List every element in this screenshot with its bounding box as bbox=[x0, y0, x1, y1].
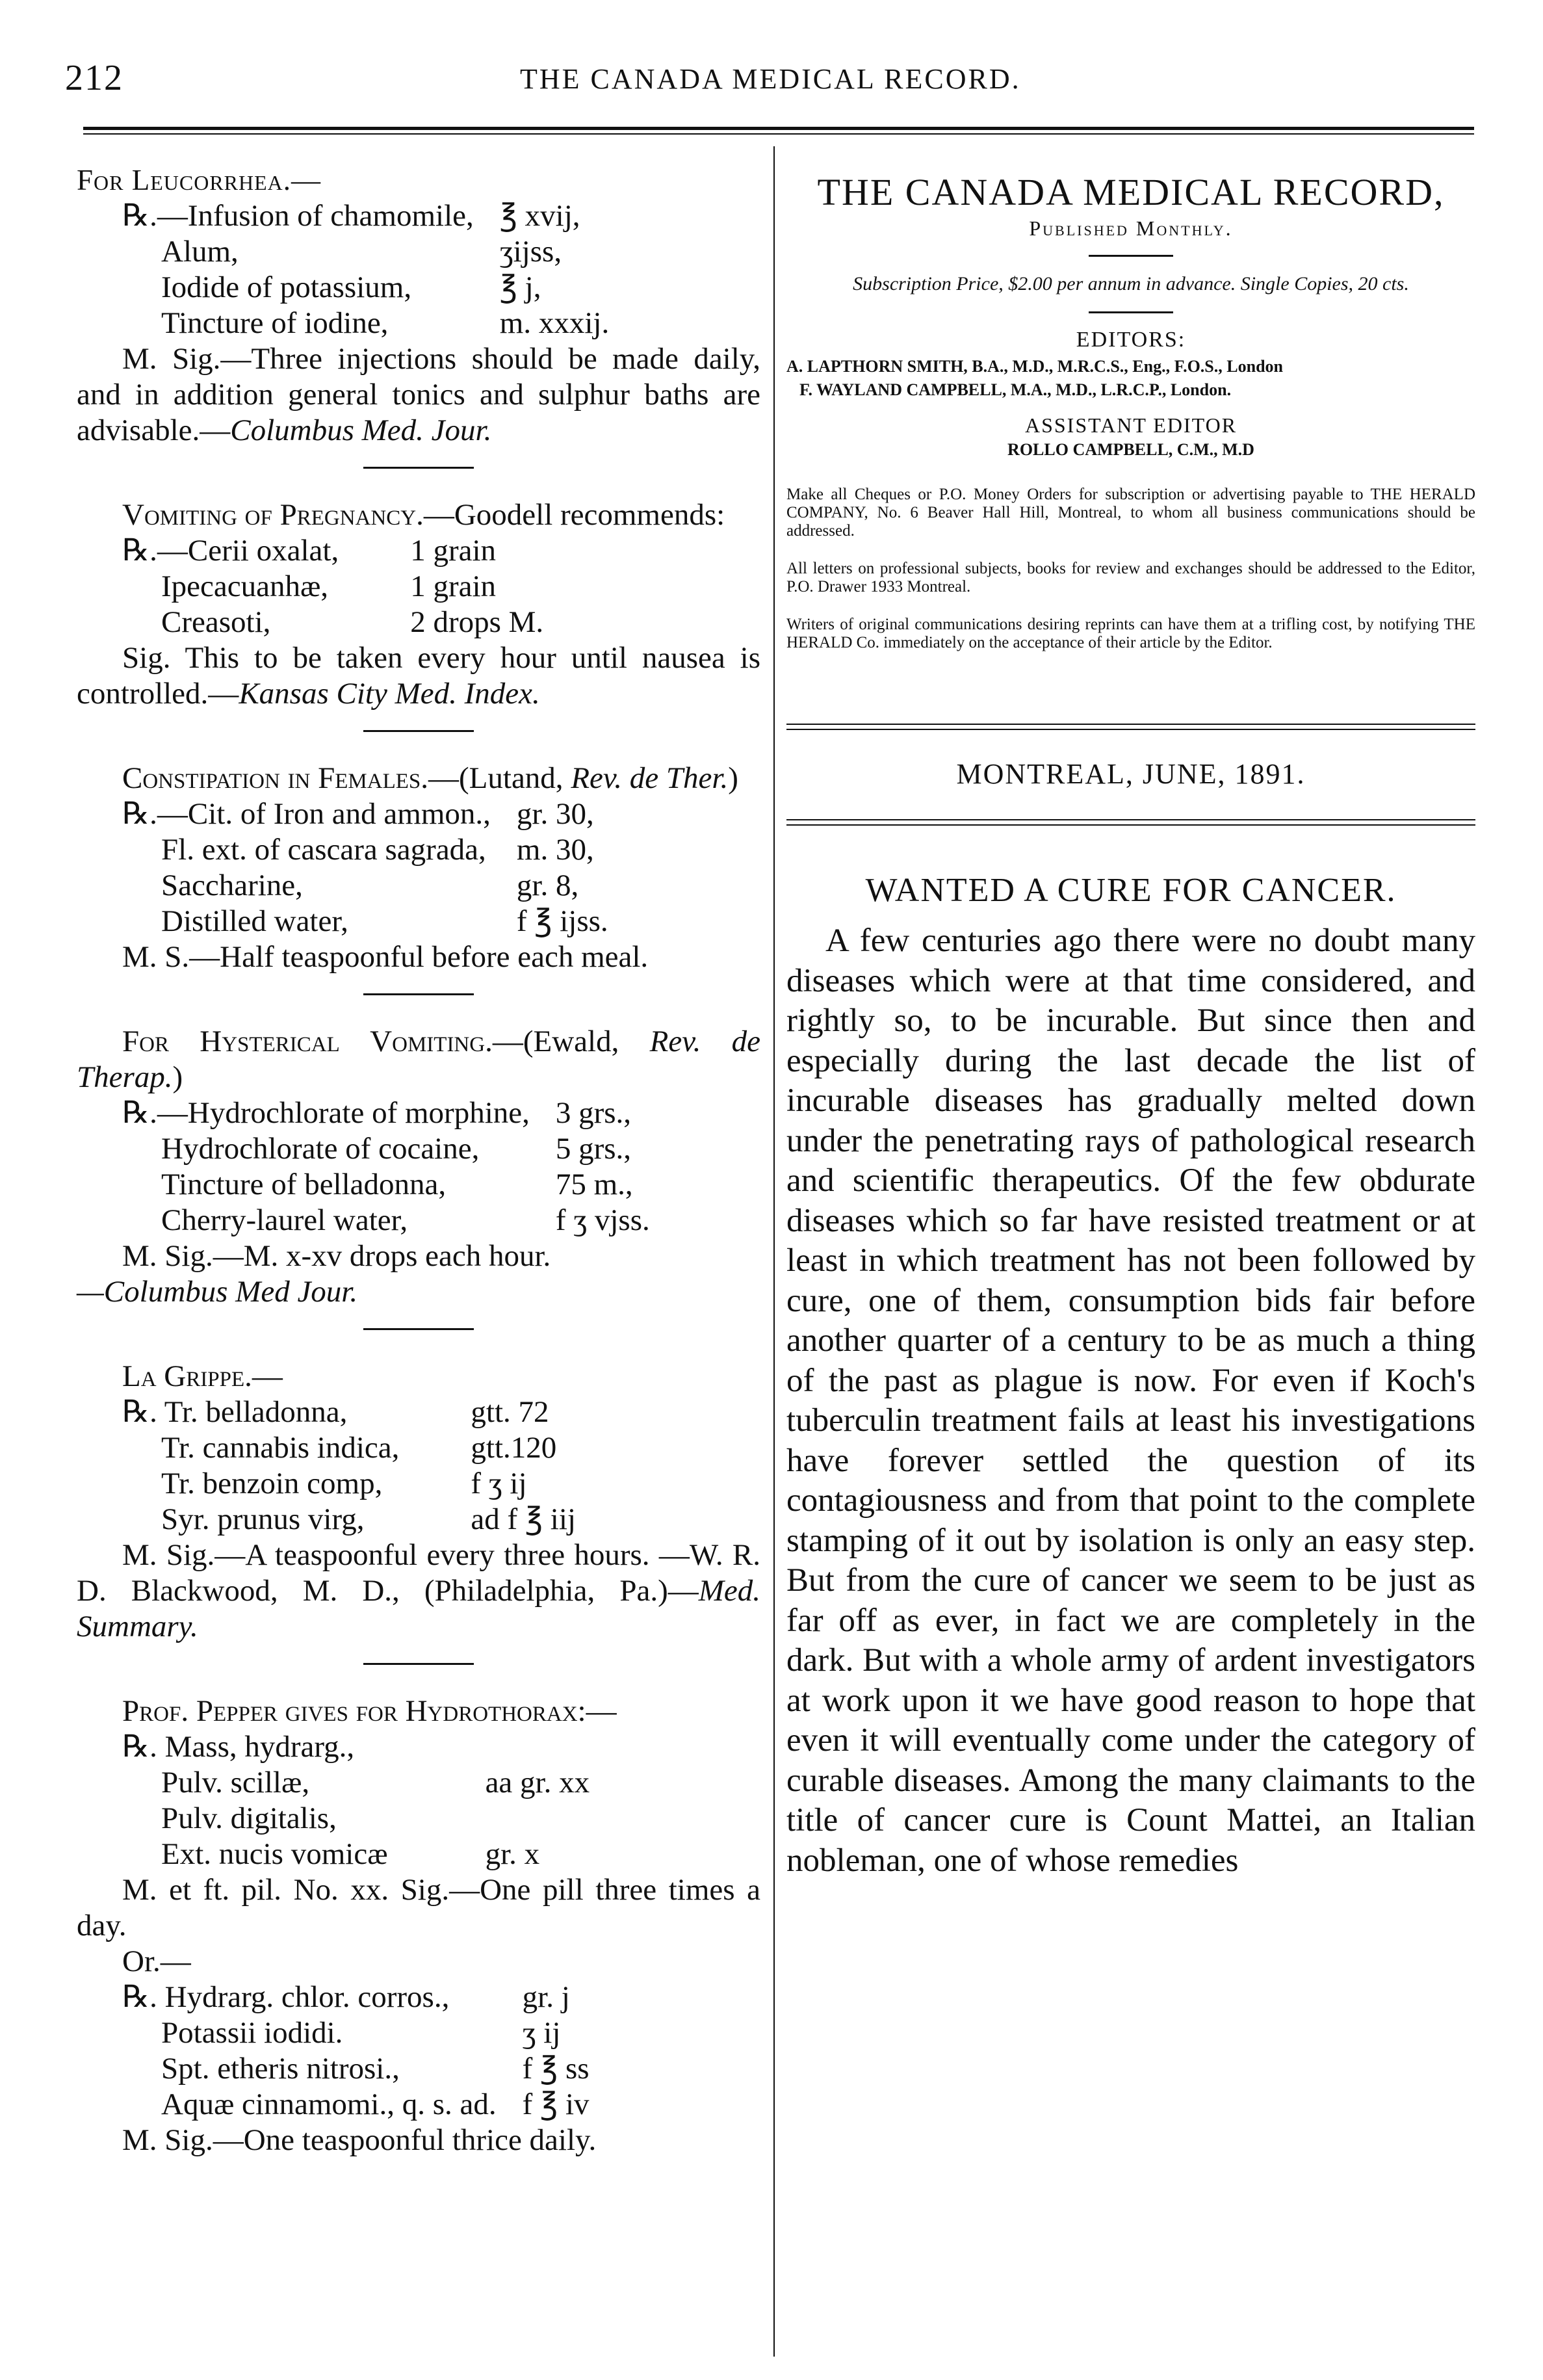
section-separator bbox=[363, 993, 474, 995]
ingredient: ℞.—Hydrochlorate of morphine, bbox=[122, 1096, 530, 1130]
section-title: Constipation in Females. bbox=[122, 761, 429, 795]
dose: f ℥ ss bbox=[522, 2052, 590, 2086]
header-rule-thin bbox=[83, 133, 1474, 135]
dose: f ℥ ijss. bbox=[516, 904, 608, 938]
section-heading bbox=[77, 1693, 760, 1729]
letters-notice: All letters on professional subjects, books for review and exchanges should be addressed to the Editor, P.O. Drawer 1933 Montreal. bbox=[786, 560, 1475, 595]
section-title: Vomiting of Pregnancy. bbox=[122, 498, 424, 532]
dose: gtt.120 bbox=[471, 1431, 557, 1465]
dose: gr. 8, bbox=[516, 869, 579, 902]
dateline: MONTREAL, JUNE, 1891. bbox=[956, 758, 1306, 790]
prescription-row bbox=[122, 1203, 650, 1238]
prescription-row bbox=[122, 1729, 590, 1765]
directions: M. S.—Half teaspoonful before each meal. bbox=[122, 940, 649, 974]
prescription-row bbox=[122, 1466, 576, 1502]
ingredient: Alum, bbox=[161, 235, 239, 268]
dose: m. xxxij. bbox=[499, 306, 610, 340]
ingredient: ℞. Hydrarg. chlor. corros., bbox=[122, 1980, 450, 2014]
reference-journal: Rev. de Ther. bbox=[571, 761, 729, 795]
reference: —(Ewald, bbox=[492, 1025, 650, 1058]
dose: ℥ xvij, bbox=[499, 199, 580, 233]
dose bbox=[388, 1801, 590, 1837]
dose: ad f ℥ iij bbox=[471, 1502, 576, 1536]
section-title: Prof. Pepper gives for Hydrothorax:— bbox=[122, 1694, 617, 1728]
ingredient: Fl. ext. of cascara sagrada, bbox=[161, 833, 486, 867]
source-citation-text: —Columbus Med Jour. bbox=[77, 1275, 358, 1309]
left-column bbox=[77, 163, 760, 2158]
prescription-row bbox=[122, 1502, 576, 1537]
prescription-row bbox=[122, 1430, 576, 1466]
prescription-row bbox=[122, 533, 543, 569]
reference-journal: Rev. de Therap. bbox=[77, 1025, 760, 1094]
ingredient: Spt. etheris nitrosi., bbox=[161, 2052, 400, 2086]
dose: ℥ j, bbox=[499, 270, 541, 304]
ingredient: ℞.—Cerii oxalat, bbox=[122, 534, 339, 568]
ingredient: Ext. nucis vomicæ bbox=[161, 1837, 388, 1871]
ingredient: Hydrochlorate of cocaine, bbox=[161, 1132, 480, 1166]
dose: ʒijss, bbox=[499, 235, 562, 268]
prescription-row bbox=[122, 2051, 590, 2087]
directions-alt: M. Sig.—One teaspoonful thrice daily. bbox=[122, 2123, 597, 2157]
source-citation: Kansas City Med. Index. bbox=[239, 677, 540, 711]
prescription-table bbox=[122, 1394, 576, 1537]
section-separator bbox=[363, 1328, 474, 1330]
ingredient: ℞. Tr. belladonna, bbox=[122, 1395, 348, 1429]
ingredient: Saccharine, bbox=[161, 869, 303, 902]
reprints-notice: Writers of original communications desiring reprints can have them at a trifling cost, by notifying THE HERALD Co. immediately on the acceptance of their article by the Editor. bbox=[786, 616, 1475, 651]
dateline-double-rule bbox=[786, 819, 1475, 826]
dose: f ʒ ij bbox=[471, 1467, 527, 1500]
prescription-row bbox=[122, 1837, 590, 1872]
masthead-double-rule bbox=[786, 724, 1475, 730]
reference-end: ) bbox=[728, 761, 738, 795]
prescription-row bbox=[122, 1980, 590, 2015]
prescription-row bbox=[122, 605, 543, 640]
prescription-row bbox=[122, 2087, 590, 2123]
column-divider bbox=[773, 146, 775, 2357]
running-head: THE CANADA MEDICAL RECORD. bbox=[520, 63, 1021, 95]
dose: ʒ ij bbox=[522, 2016, 561, 2050]
directions-text: M. Sig.—Three injections should be made daily, and in addition general tonics and sulphur baths are advisable.— bbox=[77, 342, 760, 447]
dose: 5 grs., bbox=[555, 1132, 632, 1166]
prescription-row bbox=[122, 1801, 590, 1837]
section-title: For Leucorrhea.— bbox=[77, 164, 322, 196]
prescription-row bbox=[122, 306, 609, 341]
editor-name: A. LAPTHORN SMITH, B.A., M.D., M.R.C.S., Eng., F.O.S., London bbox=[786, 357, 1283, 376]
source-citation bbox=[77, 1274, 760, 1310]
masthead-rule bbox=[1089, 255, 1173, 257]
ingredient: Tincture of belladonna, bbox=[161, 1168, 447, 1201]
section-title: For Hysterical Vomiting. bbox=[122, 1025, 493, 1058]
ingredient: Cherry-laurel water, bbox=[161, 1203, 408, 1237]
prescription-row bbox=[122, 796, 608, 832]
directions bbox=[77, 1537, 760, 1645]
prescription-table bbox=[122, 1729, 590, 1872]
section-hydrothorax bbox=[77, 1693, 760, 2158]
directions bbox=[77, 341, 760, 449]
business-notice: Make all Cheques or P.O. Money Orders for subscription or advertising payable to THE HERALD COMPANY, No. 6 Beaver Hall Hill, Montreal, to whom all business communications should be addressed. bbox=[786, 486, 1475, 540]
section-la-grippe bbox=[77, 1359, 760, 1645]
dose: 3 grs., bbox=[555, 1096, 632, 1130]
ingredient: Ipecacuanhæ, bbox=[161, 569, 329, 603]
dose bbox=[388, 1729, 590, 1765]
ingredient: Creasoti, bbox=[161, 605, 271, 639]
dose: gr. x bbox=[485, 1837, 540, 1871]
right-column bbox=[786, 163, 1475, 1881]
reference: —(Lutand, bbox=[428, 761, 571, 795]
prescription-row bbox=[122, 234, 609, 270]
prescription-row bbox=[122, 198, 609, 234]
prescription-row bbox=[122, 868, 608, 904]
section-separator bbox=[363, 730, 474, 732]
section-title: La Grippe.— bbox=[122, 1359, 283, 1393]
ingredient: ℞. Mass, hydrarg., bbox=[122, 1730, 355, 1764]
masthead-rule bbox=[1089, 311, 1173, 313]
section-separator bbox=[363, 467, 474, 469]
dose: aa gr. xx bbox=[485, 1766, 590, 1799]
directions: M. et ft. pil. No. xx. Sig.—One pill three times a day. bbox=[77, 1873, 760, 1942]
prescription-row bbox=[122, 1167, 650, 1203]
page-number: 212 bbox=[65, 58, 123, 98]
ingredient: Syr. prunus virg, bbox=[161, 1502, 365, 1536]
directions-text: Sig. This to be taken every hour until nausea is controlled.— bbox=[77, 641, 760, 711]
assistant-editor-heading: ASSISTANT EDITOR bbox=[1024, 413, 1238, 437]
section-constipation bbox=[77, 761, 760, 975]
dose: 1 grain bbox=[410, 534, 497, 568]
ingredient: Tr. benzoin comp, bbox=[161, 1467, 383, 1500]
ingredient: Tr. cannabis indica, bbox=[161, 1431, 400, 1465]
masthead-subtitle: Published Monthly. bbox=[1029, 216, 1233, 240]
subscription-price: Subscription Price, $2.00 per annum in advance. Single Copies, 20 cts. bbox=[853, 273, 1409, 294]
prescription-row bbox=[122, 2015, 590, 2051]
dose: 75 m., bbox=[555, 1168, 633, 1201]
reference-end: ) bbox=[172, 1060, 183, 1094]
ingredient: ℞.—Cit. of Iron and ammon., bbox=[122, 797, 491, 831]
ingredient: Aquæ cinnamomi., q. s. ad. bbox=[161, 2087, 497, 2121]
section-hysterical-vomiting bbox=[77, 1024, 760, 1310]
prescription-row bbox=[122, 1095, 650, 1131]
prescription-row bbox=[122, 569, 543, 605]
section-heading bbox=[77, 497, 760, 533]
dose: gr. 30, bbox=[516, 797, 594, 831]
section-leucorrhea bbox=[77, 163, 760, 449]
article-title: WANTED A CURE FOR CANCER. bbox=[865, 872, 1397, 909]
ingredient: Pulv. scillæ, bbox=[161, 1766, 310, 1799]
section-separator bbox=[363, 1663, 474, 1665]
prescription-table bbox=[122, 796, 608, 939]
or-label: Or.— bbox=[122, 1944, 191, 1978]
section-heading bbox=[77, 761, 760, 796]
editor-name: F. WAYLAND CAMPBELL, M.A., M.D., L.R.C.P., London. bbox=[799, 380, 1232, 399]
section-heading bbox=[77, 1024, 760, 1095]
prescription-table bbox=[122, 533, 543, 640]
dose: gtt. 72 bbox=[471, 1395, 549, 1429]
source-citation: Columbus Med. Jour. bbox=[230, 413, 492, 447]
ingredient: Distilled water, bbox=[161, 904, 348, 938]
dose: m. 30, bbox=[516, 833, 594, 867]
dose: f ℥ iv bbox=[522, 2087, 590, 2121]
ingredient: Pulv. digitalis, bbox=[161, 1801, 337, 1835]
dose: 1 grain bbox=[410, 569, 497, 603]
prescription-row bbox=[122, 1765, 590, 1801]
source-citation: Med. Summary. bbox=[77, 1574, 760, 1643]
prescription-row bbox=[122, 832, 608, 868]
dose: 2 drops M. bbox=[410, 605, 544, 639]
prescription-table bbox=[122, 1095, 650, 1238]
ingredient: Tincture of iodine, bbox=[161, 306, 389, 340]
article-body: A few centuries ago there were no doubt many diseases which were at that time considered, and rightly so, to be incurable. But since then and especially during the last decade the list of incurable diseases has gradually melted down under the penetrating rays of pathological research and scientific therapeutics. Of the few obdurate diseases which so far have resisted treatment or at least in which treatment has not been followed by cure, one of them, consumption bids fair before another quarter of a century to be as much a thing of the past as plague is now. For even if Koch's tuberculin treatment fails at least his investigations have forever settled the question of its contagiousness and from that point to the complete stamping of it out by isolation is only an easy step. But from the cure of cancer we seem to be just as far off as ever, in fact we are completely in the dark. But with a whole army of ardent investigators at work upon it we have good reason to hope that even it will eventually come under the category of curable diseases. Among the many claimants to the title of cancer cure is Count Mattei, an Italian nobleman, one of whose remedies bbox=[786, 922, 1475, 1879]
prescription-row bbox=[122, 1394, 576, 1430]
section-heading bbox=[77, 1359, 760, 1394]
prescription-table-alt bbox=[122, 1980, 590, 2123]
prescription-table bbox=[122, 198, 609, 341]
assistant-editor-name: ROLLO CAMPBELL, C.M., M.D bbox=[1007, 440, 1254, 459]
ingredient: ℞.—Infusion of chamomile, bbox=[122, 199, 474, 233]
directions bbox=[77, 640, 760, 712]
dose: f ʒ vjss. bbox=[555, 1203, 650, 1237]
header-rule bbox=[83, 127, 1474, 130]
prescription-row bbox=[122, 904, 608, 939]
section-vomiting-pregnancy bbox=[77, 497, 760, 712]
masthead-title: THE CANADA MEDICAL RECORD, bbox=[817, 171, 1445, 213]
ingredient: Potassii iodidi. bbox=[161, 2016, 343, 2050]
directions-text: M. Sig.—A teaspoonful every three hours. —W. R. D. Blackwood, M. D., (Philadelphia, Pa.)— bbox=[77, 1538, 760, 1608]
editors-heading: EDITORS: bbox=[1076, 328, 1186, 352]
directions: M. Sig.—M. x-xv drops each hour. bbox=[122, 1239, 551, 1273]
prescription-row bbox=[122, 270, 609, 306]
ingredient: Iodide of potassium, bbox=[161, 270, 412, 304]
prescription-row bbox=[122, 1131, 650, 1167]
dose: gr. j bbox=[522, 1980, 570, 2014]
section-intro: —Goodell recommends: bbox=[423, 498, 725, 532]
